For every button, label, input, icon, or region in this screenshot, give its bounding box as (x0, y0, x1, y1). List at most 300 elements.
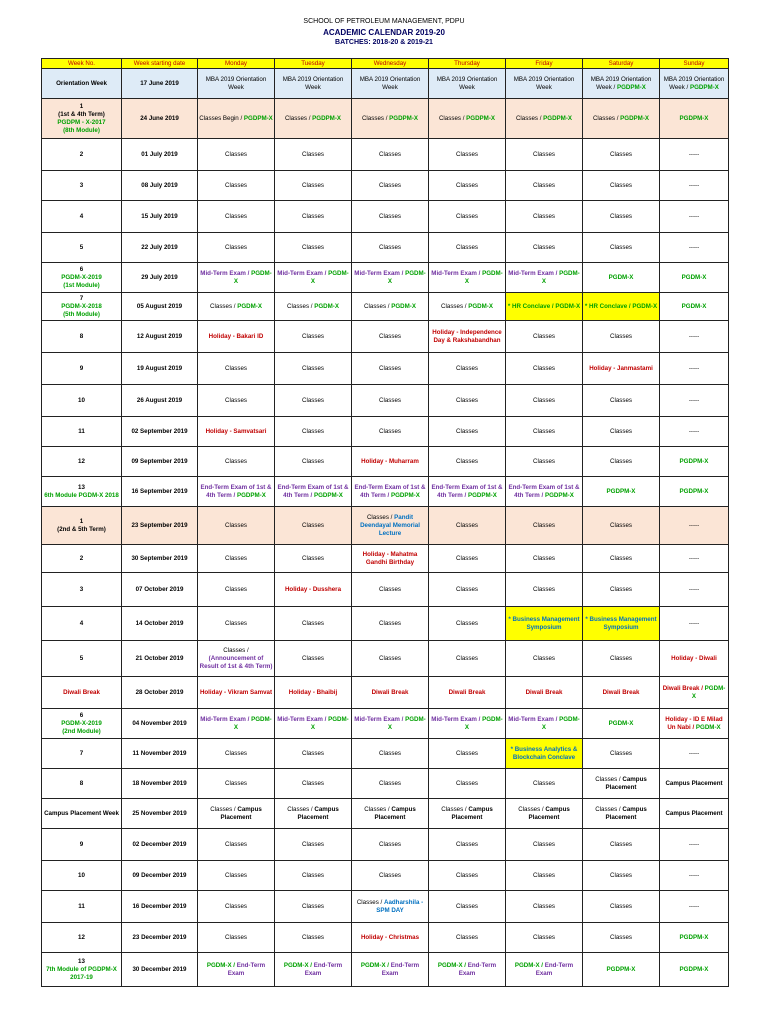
week-number-cell (42, 677, 122, 709)
week-number-cell (42, 829, 122, 861)
calendar-row (42, 201, 729, 233)
week-label-line: 8 (79, 332, 84, 340)
calendar-row (42, 799, 729, 829)
day-entry-text: PGDM-X (237, 302, 262, 310)
day-entry-text: (Announcement of Result of 1st & 4th Term) (199, 654, 273, 670)
day-cell-saturday (583, 417, 660, 447)
day-cell-sunday (660, 545, 729, 573)
day-cell-saturday (583, 861, 660, 891)
week-number-cell (42, 201, 122, 233)
day-cell-wednesday (352, 417, 429, 447)
day-cell-saturday (583, 739, 660, 769)
day-cell-monday (198, 923, 275, 953)
week-number-cell (42, 923, 122, 953)
week-number-cell (42, 99, 122, 139)
day-cell-wednesday (352, 447, 429, 477)
day-entry-text: PGDPM-X (466, 114, 496, 122)
day-cell-sunday (660, 709, 729, 739)
week-label-line: 2 (79, 554, 84, 562)
day-entry-text: Classes (609, 554, 632, 562)
week-start-date-cell: 09 September 2019 (122, 447, 198, 477)
day-entry-text: Classes (609, 654, 632, 662)
day-cell-monday (198, 69, 275, 99)
day-cell-friday (506, 861, 583, 891)
day-cell-saturday (583, 99, 660, 139)
day-cell-monday (198, 953, 275, 987)
day-cell-friday (506, 769, 583, 799)
col-header-sunday: Sunday (660, 59, 729, 69)
day-entry-text: Classes (532, 902, 555, 910)
day-cell-sunday (660, 923, 729, 953)
day-entry-text: Classes (378, 749, 401, 757)
day-cell-sunday (660, 769, 729, 799)
day-entry-text: PGDPM-X (543, 114, 573, 122)
col-header-thursday: Thursday (429, 59, 506, 69)
day-entry-text: PGDPM-X (679, 965, 709, 973)
day-entry-text: PGDM-X / (437, 961, 468, 969)
day-entry-text: Classes (378, 840, 401, 848)
day-entry-text: Classes (455, 902, 478, 910)
day-entry-text: Mid-Term Exam / (200, 269, 252, 277)
day-entry-text: MBA 2019 Orientation Week / (663, 75, 725, 91)
week-label-line: 6th Module PGDM-X 2018 (44, 491, 119, 499)
week-label-line: 1 (79, 102, 84, 110)
day-entry-text: Classes (301, 554, 324, 562)
day-cell-saturday (583, 799, 660, 829)
week-label-line: 6 (79, 711, 84, 719)
week-label-line: 6 (79, 265, 84, 273)
calendar-row (42, 293, 729, 321)
day-entry-text: Classes (378, 364, 401, 372)
day-cell-thursday (429, 829, 506, 861)
day-cell-friday (506, 321, 583, 353)
day-cell-sunday (660, 891, 729, 923)
calendar-title: ACADEMIC CALENDAR 2019-20 (323, 28, 445, 37)
week-label-line: 10 (78, 396, 85, 404)
day-entry-text: PGDM-X / (283, 961, 314, 969)
day-entry-text: PGDM-X (310, 715, 349, 731)
day-cell-wednesday (352, 139, 429, 171)
day-entry-text: Holiday - ID E Milad Un Nabi / (665, 715, 723, 731)
day-entry-text: Classes (455, 181, 478, 189)
calendar-row (42, 385, 729, 417)
day-cell-thursday (429, 139, 506, 171)
day-entry-text: Mid-Term Exam / (354, 715, 406, 723)
col-header-monday: Monday (198, 59, 275, 69)
day-cell-monday (198, 447, 275, 477)
week-label-line: 13 (78, 483, 85, 491)
day-cell-friday (506, 891, 583, 923)
day-entry-text: Classes (532, 396, 555, 404)
day-entry-text: Holiday - Bakari ID (208, 332, 264, 340)
calendar-row (42, 891, 729, 923)
calendar-row (42, 739, 729, 769)
day-entry-text: Classes (532, 243, 555, 251)
week-label-line: 1 (79, 517, 84, 525)
day-cell-friday (506, 545, 583, 573)
day-cell-thursday (429, 171, 506, 201)
week-label-line: 2 (79, 150, 84, 158)
day-cell-sunday (660, 233, 729, 263)
calendar-row (42, 507, 729, 545)
day-entry-text: Classes (532, 150, 555, 158)
day-entry-text: ----- (688, 212, 700, 220)
day-cell-monday (198, 171, 275, 201)
day-entry-text: End-Term Exam (227, 961, 266, 977)
day-cell-saturday (583, 139, 660, 171)
day-cell-tuesday (275, 507, 352, 545)
day-cell-tuesday (275, 293, 352, 321)
week-label-line: 11 (78, 902, 85, 910)
day-cell-friday (506, 417, 583, 447)
day-cell-wednesday (352, 321, 429, 353)
calendar-body (42, 69, 729, 987)
day-entry-text: PGDM-X (468, 302, 493, 310)
day-cell-monday (198, 417, 275, 447)
day-cell-saturday (583, 769, 660, 799)
day-entry-text: Classes (532, 181, 555, 189)
day-entry-text: Classes (301, 364, 324, 372)
day-entry-text: Classes (609, 521, 632, 529)
col-header-week-start: Week starting date (122, 59, 198, 69)
day-entry-text: Classes (609, 902, 632, 910)
day-entry-text: Classes (609, 585, 632, 593)
day-entry-text: Classes (224, 585, 247, 593)
day-entry-text: Classes (455, 150, 478, 158)
day-entry-text: Classes (224, 396, 247, 404)
day-entry-text: ----- (688, 619, 700, 627)
day-cell-tuesday (275, 739, 352, 769)
week-start-date-cell: 23 September 2019 (122, 507, 198, 545)
day-entry-text: Classes (378, 150, 401, 158)
day-entry-text: PGDM-X / (360, 961, 391, 969)
day-entry-text: End-Term Exam of 1st & 4th Term / (431, 483, 503, 499)
day-cell-thursday (429, 321, 506, 353)
day-entry-text: PGDPM-X (606, 487, 636, 495)
calendar-row (42, 709, 729, 739)
week-label-line: 10 (78, 871, 85, 879)
day-entry-text: Classes (301, 212, 324, 220)
week-label-line: 5 (79, 243, 84, 251)
day-cell-friday (506, 233, 583, 263)
week-label-line: 12 (78, 457, 85, 465)
day-cell-friday (506, 385, 583, 417)
day-entry-text: Classes / (287, 302, 315, 310)
day-entry-text: MBA 2019 Orientation Week (205, 75, 267, 91)
day-cell-sunday (660, 953, 729, 987)
day-cell-saturday (583, 447, 660, 477)
day-entry-text: Classes (455, 364, 478, 372)
day-cell-monday (198, 861, 275, 891)
day-cell-monday (198, 263, 275, 293)
day-entry-text: Holiday - Independence Day & Rakshabandhan (432, 328, 502, 344)
day-entry-text: Campus Placement (605, 775, 647, 791)
day-cell-friday (506, 263, 583, 293)
day-cell-friday (506, 171, 583, 201)
week-number-cell (42, 233, 122, 263)
day-entry-text: Classes (532, 364, 555, 372)
day-cell-monday (198, 545, 275, 573)
day-cell-sunday (660, 477, 729, 507)
day-cell-friday (506, 953, 583, 987)
day-entry-text: PGDPM-X (616, 83, 646, 91)
week-start-date-cell: 14 October 2019 (122, 607, 198, 641)
batches-subtitle: BATCHES: 2018-20 & 2019-21 (335, 39, 433, 46)
day-cell-tuesday (275, 385, 352, 417)
day-entry-text: Classes / (595, 775, 623, 783)
day-entry-text: PGDM-X (681, 302, 707, 310)
day-cell-thursday (429, 353, 506, 385)
day-entry-text: PGDPM-X (313, 491, 343, 499)
week-start-date-cell: 01 July 2019 (122, 139, 198, 171)
day-cell-wednesday (352, 545, 429, 573)
day-entry-text: ----- (688, 181, 700, 189)
day-entry-text: MBA 2019 Orientation Week / (590, 75, 652, 91)
day-entry-text: Classes (532, 779, 555, 787)
day-entry-text: Classes (301, 457, 324, 465)
day-cell-tuesday (275, 233, 352, 263)
day-entry-text: Classes (301, 779, 324, 787)
week-number-cell (42, 447, 122, 477)
day-entry-text: PGDM-X / (206, 961, 237, 969)
day-entry-text: Mid-Term Exam / (508, 715, 560, 723)
week-number-cell (42, 139, 122, 171)
day-cell-thursday (429, 293, 506, 321)
week-start-date-cell: 11 November 2019 (122, 739, 198, 769)
day-entry-text: Classes (532, 554, 555, 562)
week-start-date-cell: 12 August 2019 (122, 321, 198, 353)
day-entry-text: Classes (609, 212, 632, 220)
day-cell-monday (198, 507, 275, 545)
day-entry-text: Holiday - Samvatsari (205, 427, 267, 435)
day-cell-tuesday (275, 829, 352, 861)
day-cell-wednesday (352, 233, 429, 263)
col-header-wednesday: Wednesday (352, 59, 429, 69)
week-number-cell (42, 769, 122, 799)
day-entry-text: End-Term Exam (535, 961, 574, 977)
day-cell-thursday (429, 99, 506, 139)
day-cell-thursday (429, 891, 506, 923)
day-cell-tuesday (275, 709, 352, 739)
day-cell-saturday (583, 891, 660, 923)
day-cell-friday (506, 641, 583, 677)
day-entry-text: PGDPM-X (689, 83, 719, 91)
week-label-line: 3 (79, 181, 84, 189)
day-entry-text: Holiday - Diwali (671, 654, 717, 662)
day-cell-monday (198, 139, 275, 171)
day-entry-text: ----- (688, 554, 700, 562)
day-entry-text: Classes / (210, 805, 238, 813)
day-entry-text: Classes (301, 840, 324, 848)
calendar-row (42, 829, 729, 861)
day-cell-thursday (429, 417, 506, 447)
day-entry-text: Campus Placement (297, 805, 339, 821)
day-entry-text: PGDM-X (233, 269, 272, 285)
day-entry-text: PGDPM-X (236, 491, 266, 499)
day-entry-text: Mid-Term Exam / (431, 269, 483, 277)
day-entry-text: Classes (455, 779, 478, 787)
week-label-line: (8th Module) (63, 126, 100, 134)
day-cell-friday (506, 829, 583, 861)
day-entry-text: * Business Analytics & Blockchain Conclave (510, 745, 578, 761)
day-cell-tuesday (275, 607, 352, 641)
calendar-row (42, 263, 729, 293)
day-cell-monday (198, 677, 275, 709)
week-start-date-cell: 19 August 2019 (122, 353, 198, 385)
day-entry-text: Classes (301, 902, 324, 910)
day-entry-text: Classes (609, 150, 632, 158)
day-entry-text: Classes (455, 396, 478, 404)
day-entry-text: Classes (609, 933, 632, 941)
day-entry-text: Classes / (223, 646, 249, 654)
day-entry-text: Classes (455, 554, 478, 562)
col-header-friday: Friday (506, 59, 583, 69)
day-entry-text: Classes / (441, 805, 469, 813)
day-entry-text: Classes / (356, 898, 384, 906)
day-cell-wednesday (352, 507, 429, 545)
day-cell-sunday (660, 139, 729, 171)
day-cell-sunday (660, 507, 729, 545)
day-entry-text: Mid-Term Exam / (508, 269, 560, 277)
day-cell-sunday (660, 321, 729, 353)
week-start-date-cell: 16 September 2019 (122, 477, 198, 507)
week-number-cell (42, 573, 122, 607)
day-cell-thursday (429, 385, 506, 417)
day-entry-text: Classes (224, 871, 247, 879)
day-entry-text: Diwali Break / (662, 684, 705, 692)
day-cell-saturday (583, 263, 660, 293)
week-start-date-cell: 02 September 2019 (122, 417, 198, 447)
calendar-row (42, 769, 729, 799)
day-entry-text: Classes (224, 840, 247, 848)
day-cell-tuesday (275, 263, 352, 293)
day-cell-thursday (429, 69, 506, 99)
week-label-line: 5 (79, 654, 84, 662)
day-entry-text: MBA 2019 Orientation Week (436, 75, 498, 91)
day-entry-text: Aadharshila - SPM DAY (376, 898, 424, 914)
day-entry-text: Classes (301, 332, 324, 340)
day-entry-text: PGDPM-X (679, 114, 709, 122)
week-start-date-cell: 30 December 2019 (122, 953, 198, 987)
day-entry-text: Classes (224, 457, 247, 465)
day-entry-text: PGDM-X (695, 723, 721, 731)
day-cell-tuesday (275, 545, 352, 573)
day-entry-text: Classes / (592, 114, 621, 122)
week-start-date-cell: 25 November 2019 (122, 799, 198, 829)
week-number-cell (42, 607, 122, 641)
day-entry-text: Classes (532, 457, 555, 465)
day-entry-text: Diwali Break (602, 688, 640, 696)
day-cell-wednesday (352, 953, 429, 987)
week-start-date-cell: 21 October 2019 (122, 641, 198, 677)
day-entry-text: Classes (378, 212, 401, 220)
day-entry-text: MBA 2019 Orientation Week (513, 75, 575, 91)
day-cell-friday (506, 799, 583, 829)
school-name: SCHOOL OF PETROLEUM MANAGEMENT, PDPU (303, 18, 465, 25)
day-cell-wednesday (352, 573, 429, 607)
day-cell-thursday (429, 799, 506, 829)
day-cell-sunday (660, 799, 729, 829)
day-cell-wednesday (352, 891, 429, 923)
week-number-cell (42, 171, 122, 201)
day-entry-text: PGDPM-X (312, 114, 342, 122)
week-start-date-cell: 18 November 2019 (122, 769, 198, 799)
calendar-row (42, 477, 729, 507)
day-entry-text: Classes / (518, 805, 546, 813)
week-number-cell (42, 953, 122, 987)
day-cell-friday (506, 607, 583, 641)
day-entry-text: Classes (609, 396, 632, 404)
day-cell-friday (506, 477, 583, 507)
day-cell-thursday (429, 739, 506, 769)
week-start-date-cell: 28 October 2019 (122, 677, 198, 709)
week-number-cell (42, 739, 122, 769)
week-start-date-cell: 23 December 2019 (122, 923, 198, 953)
day-cell-sunday (660, 447, 729, 477)
day-entry-text: MBA 2019 Orientation Week (282, 75, 344, 91)
day-entry-text: Classes (301, 933, 324, 941)
week-label-line: 11 (78, 427, 85, 435)
day-cell-sunday (660, 641, 729, 677)
calendar-row (42, 447, 729, 477)
day-entry-text: Holiday - Vikram Samvat (199, 688, 273, 696)
day-entry-text: PGDM-X (314, 302, 339, 310)
day-entry-text: ----- (688, 840, 700, 848)
day-entry-text: Campus Placement (374, 805, 416, 821)
day-entry-text: Classes (301, 654, 324, 662)
week-start-date-cell: 26 August 2019 (122, 385, 198, 417)
day-cell-monday (198, 739, 275, 769)
day-cell-tuesday (275, 677, 352, 709)
day-cell-wednesday (352, 353, 429, 385)
day-entry-text: Classes (301, 619, 324, 627)
day-cell-friday (506, 447, 583, 477)
day-cell-wednesday (352, 69, 429, 99)
calendar-row (42, 545, 729, 573)
day-entry-text: Classes (378, 619, 401, 627)
day-entry-text: Classes / (441, 302, 469, 310)
day-cell-thursday (429, 477, 506, 507)
day-entry-text: PGDM-X (608, 719, 634, 727)
week-number-cell (42, 69, 122, 99)
day-entry-text: Mid-Term Exam / (277, 715, 329, 723)
day-entry-text: Holiday - Christmas (360, 933, 420, 941)
day-entry-text: Mid-Term Exam / (354, 269, 406, 277)
day-entry-text: Classes (455, 457, 478, 465)
day-entry-text: Classes (455, 427, 478, 435)
day-entry-text: Classes (378, 779, 401, 787)
day-entry-text: ----- (688, 150, 700, 158)
week-label-line: PGDM-X-2019 (61, 273, 102, 281)
day-entry-text: Classes (532, 521, 555, 529)
day-cell-tuesday (275, 573, 352, 607)
calendar-row (42, 923, 729, 953)
week-label-line: 7th Module of PGDPM-X 2017-19 (46, 965, 117, 981)
day-cell-wednesday (352, 385, 429, 417)
day-cell-monday (198, 641, 275, 677)
day-entry-text: End-Term Exam of 1st & 4th Term / (354, 483, 426, 499)
day-entry-text: Classes / (595, 805, 623, 813)
day-entry-text: Classes (455, 933, 478, 941)
week-start-date-cell: 04 November 2019 (122, 709, 198, 739)
calendar-row (42, 171, 729, 201)
day-cell-wednesday (352, 293, 429, 321)
calendar-row (42, 953, 729, 987)
day-cell-monday (198, 477, 275, 507)
day-cell-monday (198, 709, 275, 739)
week-start-date-cell: 09 December 2019 (122, 861, 198, 891)
day-cell-wednesday (352, 171, 429, 201)
